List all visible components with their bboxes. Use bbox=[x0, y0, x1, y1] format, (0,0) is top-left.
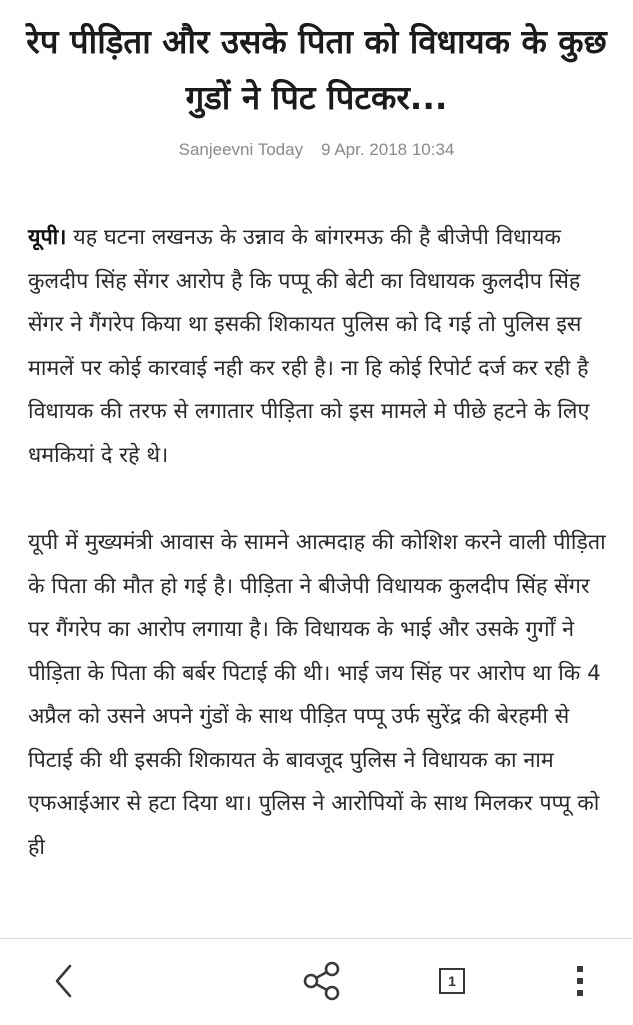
chevron-left-icon bbox=[52, 963, 76, 999]
article-source: Sanjeevni Today bbox=[178, 140, 304, 159]
back-button[interactable] bbox=[40, 957, 88, 1005]
article-meta bbox=[0, 140, 633, 160]
article-date: 9 Apr. 2018 10:34 bbox=[321, 140, 455, 159]
tabs-button[interactable] bbox=[428, 957, 476, 1005]
article-paragraph bbox=[28, 216, 613, 477]
more-vertical-icon bbox=[575, 965, 585, 997]
paragraph-text: यूपी में मुख्यमंत्री आवास के सामने आत्मदाह की कोशिश करने वाली पीड़िता के पिता की मौत हो गई है। पीड़िता ने बीजेपी विधायक कुलदीप सिंह सेंगर पर गैंगरेप का आरोप लगाया है। कि विधायक के भाई और उसके गुर्गों ने पीड़िता के पिता की बर्बर पिटाई की थी। भाई जय सिंह पर आरोप था कि 4 अप्रैल को उसने अपने गुंडों के साथ पीड़ित पप्पू उर्फ सुरेंद्र की बेरहमी से पिटाई की थी इसकी शिकायत के बावजूद पुलिस ने विधायक का नाम एफआईआर से हटा दिया था। पुलिस ने आरोपियों के साथ मिलकर पप्पू को ही bbox=[28, 530, 606, 860]
bottom-navigation-bar bbox=[0, 938, 633, 1025]
article-body bbox=[0, 160, 633, 869]
share-button[interactable] bbox=[298, 957, 346, 1005]
tabs-icon bbox=[439, 968, 465, 994]
paragraph-text: यह घटना लखनऊ के उन्नाव के बांगरमऊ की है बीजेपी विधायक कुलदीप सिंह सेंगर आरोप है कि पप्पू की बेटी का विधायक कुलदीप सिंह सेंगर ने गैंगरेप किया था इसकी शिकायत पुलिस को दि गई तो पुलिस इस मामलें पर कोई कारवाई नही कर रही है। ना हि कोई रिपोर्ट दर्ज कर रही है विधायक की तरफ से लगातार पीड़िता को इस मामले मे पीछे हटने के लिए धमकियां दे रहे थे। bbox=[28, 225, 590, 468]
share-icon bbox=[302, 961, 342, 1001]
more-options-button[interactable] bbox=[556, 957, 604, 1005]
paragraph-lead: यूपी। bbox=[28, 225, 67, 250]
page-count: 1 bbox=[448, 973, 456, 989]
article-paragraph bbox=[28, 521, 613, 869]
article-title: रेप पीड़िता और उसके पिता को विधायक के कुछ गुडों ने पिट पिटकर... bbox=[26, 22, 607, 117]
